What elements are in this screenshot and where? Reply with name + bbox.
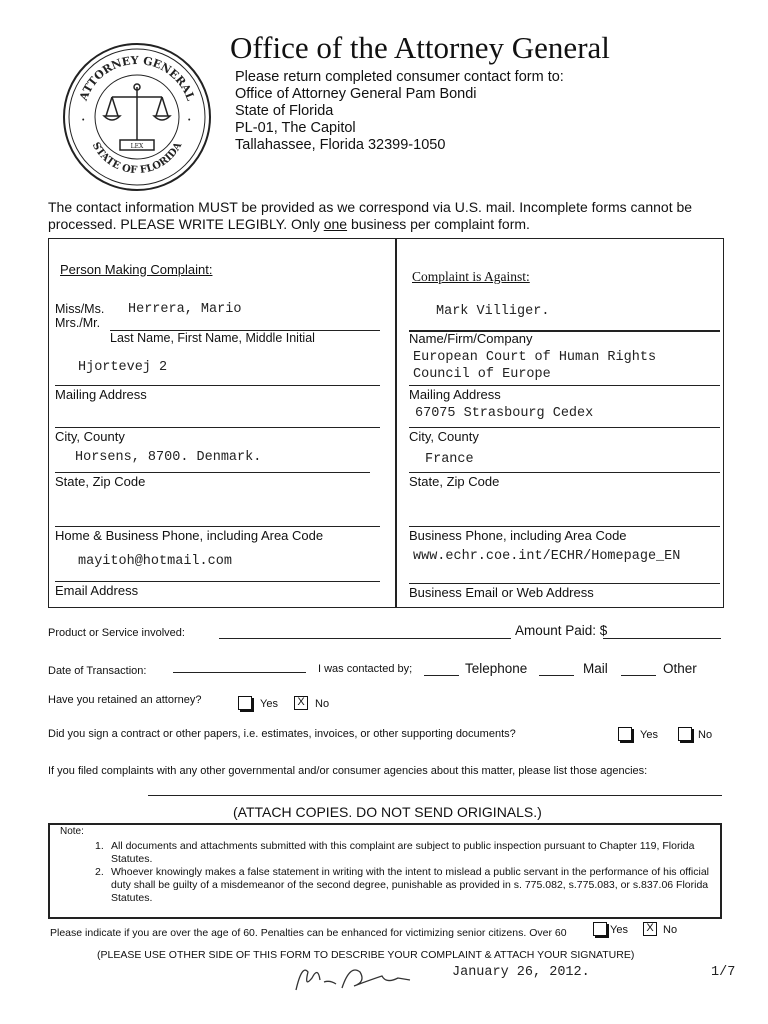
email-label: Email Address bbox=[55, 583, 139, 598]
note-list bbox=[95, 840, 720, 905]
emphasis-one: one bbox=[323, 216, 348, 232]
other-blank[interactable] bbox=[621, 675, 656, 676]
agencies-question: If you filed complaints with any other governmental and/or consumer agencies about this matter, please list those agencies: bbox=[48, 765, 648, 777]
contract-question: Did you sign a contract or other papers, i.e. estimates, invoices, or other supporting documents? bbox=[48, 728, 516, 740]
address-line: Office of Attorney General Pam Bondi bbox=[235, 86, 477, 102]
date-of-transaction-field[interactable] bbox=[173, 672, 306, 673]
complainant-name-field[interactable]: Herrera, Mario bbox=[128, 302, 242, 317]
page-number: 1/7 bbox=[711, 965, 736, 980]
scales-of-justice-icon bbox=[104, 84, 170, 150]
mailing-address-label: Mailing Address bbox=[55, 387, 147, 402]
against-web-field[interactable]: www.echr.coe.int/ECHR/Homepage_EN bbox=[413, 549, 681, 564]
contacted-by-label: I was contacted by; bbox=[318, 663, 413, 675]
telephone-blank[interactable] bbox=[424, 675, 459, 676]
return-address bbox=[235, 69, 564, 154]
city-county-label: City, County bbox=[409, 429, 479, 444]
date-of-transaction-label: Date of Transaction: bbox=[48, 665, 147, 677]
contract-no-checkbox[interactable] bbox=[678, 727, 692, 741]
amount-paid-field[interactable] bbox=[603, 638, 721, 639]
complainant-email-field[interactable]: mayitoh@hotmail.com bbox=[78, 554, 232, 569]
note-item: 1. All documents and attachments submitted with this complaint are subject to public inspection pursuant to Chapter 119, Florida Statutes. bbox=[95, 840, 695, 865]
instructions-text: The contact information MUST be provided as we correspond via U.S. mail. Incomplete forms cannot be processed. PLEASE WRITE LEGIBLY. Only one business per complaint form. bbox=[48, 199, 693, 232]
svg-text:•: • bbox=[188, 117, 191, 124]
product-label: Product or Service involved: bbox=[48, 627, 185, 639]
against-address-field[interactable]: European Court of Human Rights Council of Europe bbox=[413, 350, 657, 382]
attorney-no-checkbox[interactable]: X bbox=[294, 696, 308, 710]
agencies-field[interactable] bbox=[148, 795, 722, 796]
attorney-no-label: No bbox=[315, 698, 330, 710]
against-name-field[interactable]: Mark Villiger. bbox=[436, 304, 550, 319]
note-item: 2. Whoever knowingly makes a false statement in writing with the intent to mislead a public servant in the performance of his official duty shall be guilty of a misdemeanor of the second degree, punishable as provided in s. 775.082, s.775.083, or s.837.06 Florida Statutes. bbox=[95, 866, 710, 904]
business-email-label: Business Email or Web Address bbox=[409, 585, 594, 600]
senior-no-checkbox[interactable]: X bbox=[643, 922, 657, 936]
contract-yes-checkbox[interactable] bbox=[618, 727, 632, 741]
against-city-field[interactable]: 67075 Strasbourg Cedex bbox=[415, 406, 594, 421]
telephone-option: Telephone bbox=[465, 661, 528, 676]
against-heading: Complaint is Against: bbox=[412, 269, 530, 284]
attorney-yes-label: Yes bbox=[260, 698, 278, 710]
amount-paid-label: Amount Paid: $ bbox=[515, 623, 608, 638]
name-firm-label: Name/Firm/Company bbox=[409, 331, 533, 346]
seal-book-text: LEX bbox=[130, 143, 144, 150]
complainant-address-field[interactable]: Hjortevej 2 bbox=[78, 360, 168, 375]
mail-option: Mail bbox=[583, 661, 608, 676]
footer-instruction: (PLEASE USE OTHER SIDE OF THIS FORM TO DESCRIBE YOUR COMPLAINT & ATTACH YOUR SIGNATURE) bbox=[97, 949, 635, 961]
complainant-heading: Person Making Complaint: bbox=[60, 262, 213, 277]
phone-label: Home & Business Phone, including Area Code bbox=[55, 528, 324, 543]
business-phone-label: Business Phone, including Area Code bbox=[409, 528, 627, 543]
attorney-yes-checkbox[interactable] bbox=[238, 696, 252, 710]
product-field[interactable] bbox=[219, 638, 511, 639]
signature bbox=[290, 958, 430, 998]
city-county-label: City, County bbox=[55, 429, 125, 444]
seal-top-text: ATTORNEY GENERAL bbox=[76, 53, 198, 103]
mailing-address-label: Mailing Address bbox=[409, 387, 501, 402]
other-option: Other bbox=[663, 661, 697, 676]
senior-yes-checkbox[interactable] bbox=[593, 922, 607, 936]
address-line: Please return completed consumer contact form to: bbox=[235, 69, 564, 85]
address-line: Tallahassee, Florida 32399-1050 bbox=[235, 137, 446, 153]
state-zip-label: State, Zip Code bbox=[55, 474, 146, 489]
contract-yes-label: Yes bbox=[640, 729, 658, 741]
page-title: Office of the Attorney General bbox=[230, 30, 610, 65]
address-line: State of Florida bbox=[235, 103, 334, 119]
complainant-state-zip-field[interactable]: Horsens, 8700. Denmark. bbox=[75, 450, 262, 465]
name-label: Last Name, First Name, Middle Initial bbox=[110, 331, 315, 345]
against-state-field[interactable]: France bbox=[425, 452, 474, 467]
senior-question: Please indicate if you are over the age of 60. Penalties can be enhanced for victimizing senior citizens. Over 60 bbox=[50, 927, 567, 939]
mail-blank[interactable] bbox=[539, 675, 574, 676]
salutation-label: Miss/Ms. Mrs./Mr. bbox=[55, 302, 105, 330]
attorney-question: Have you retained an attorney? bbox=[48, 694, 202, 706]
column-divider bbox=[395, 238, 397, 608]
svg-text:•: • bbox=[82, 117, 85, 124]
address-line: PL-01, The Capitol bbox=[235, 120, 356, 136]
state-zip-label: State, Zip Code bbox=[409, 474, 500, 489]
attach-copies-notice: (ATTACH COPIES. DO NOT SEND ORIGINALS.) bbox=[233, 804, 542, 820]
attorney-general-seal bbox=[62, 42, 212, 192]
senior-yes-label: Yes bbox=[610, 924, 628, 936]
contract-no-label: No bbox=[698, 729, 713, 741]
note-heading: Note: bbox=[60, 826, 84, 837]
seal-bottom-text: STATE OF FLORIDA bbox=[89, 140, 185, 177]
senior-no-label: No bbox=[663, 924, 678, 936]
signature-date: January 26, 2012. bbox=[452, 965, 590, 980]
